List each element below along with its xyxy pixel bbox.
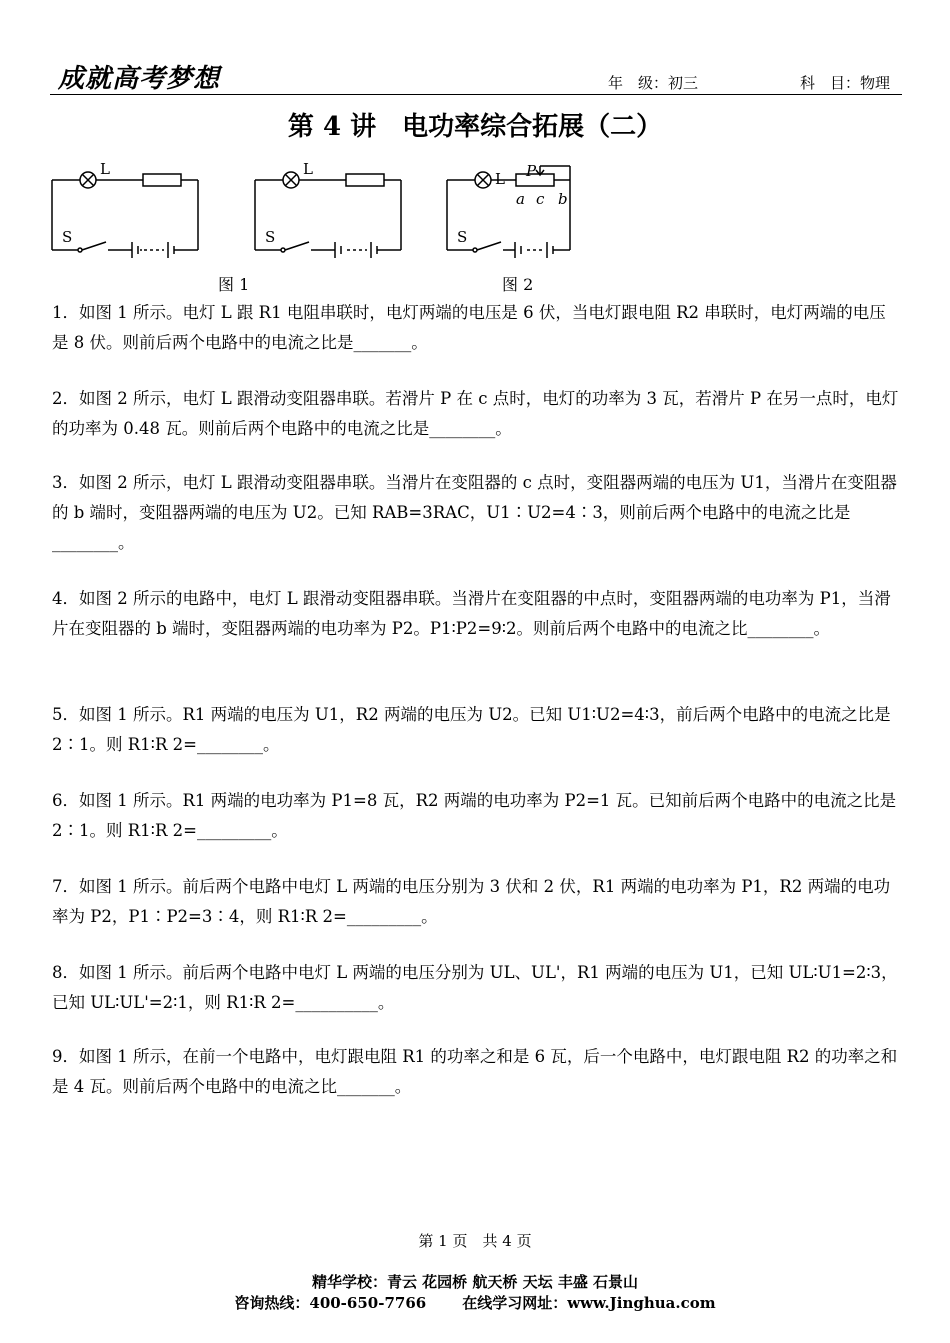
fig2-point-b: b — [558, 190, 568, 208]
question-6: 6．如图 1 所示。R1 两端的电功率为 P1=8 瓦，R2 两端的电功率为 P2=1 瓦。已知前后两个电路中的电流之比是 2∶1。则 R1∶R 2=_________。 — [52, 791, 897, 840]
fig2-lamp-label: L — [495, 170, 505, 188]
website-link[interactable]: 在线学习网址：www.Jinghua.com — [462, 1294, 716, 1312]
contact-line — [0, 1292, 950, 1313]
question-5: 5．如图 1 所示。R1 两端的电压为 U1，R2 两端的电压为 U2。已知 U1∶U2=4∶3，前后两个电路中的电流之比是 2∶1。则 R1∶R 2=________。 — [52, 705, 891, 754]
question-1: 1．如图 1 所示。电灯 L 跟 R1 电阻串联时，电灯两端的电压是 6 伏，当电灯跟电阻 R2 串联时，电灯两端的电压是 8 伏。则前后两个电路中的电流之比是_______。 — [52, 303, 886, 352]
circuit-figures — [40, 158, 600, 258]
question-8: 8．如图 1 所示。前后两个电路中电灯 L 两端的电压分别为 UL、UL'，R1 两端的电压为 U1，已知 UL∶U1=2∶3，已知 UL∶UL'=2∶1，则 R1∶R 2=__________。 — [52, 963, 898, 1012]
fig2-slider-label: P — [526, 162, 537, 180]
fig1-circuit-r2 — [255, 172, 401, 258]
question-2: 2．如图 2 所示，电灯 L 跟滑动变阻器串联。若滑片 P 在 c 点时，电灯的功率为 3 瓦，若滑片 P 在另一点时，电灯的功率为 0.48 瓦。则前后两个电路中的电流之比是________。 — [52, 389, 899, 438]
subject-label: 科 目：物理 — [800, 74, 891, 92]
fig1b-lamp-label: L — [303, 160, 313, 178]
fig1b-switch-label: S — [265, 228, 276, 246]
question-3: 3．如图 2 所示，电灯 L 跟滑动变阻器串联。当滑片在变阻器的 c 点时，变阻器两端的电压为 U1，当滑片在变阻器的 b 端时，变阻器两端的电压为 U2。已知 RAB=3RAC，U1∶U2=4∶3，则前后两个电路中的电流之比是________。 — [52, 473, 897, 552]
question-4: 4．如图 2 所示的电路中，电灯 L 跟滑动变阻器串联。当滑片在变阻器的中点时，变阻器两端的电功率为 P1，当滑片在变阻器的 b 端时，变阻器两端的电功率为 P2。P1∶P2=9∶2。则前后两个电路中的电流之比________。 — [52, 589, 891, 638]
school-list: 精华学校：青云 花园桥 航天桥 天坛 丰盛 石景山 — [311, 1273, 639, 1291]
figure-2-caption: 图 2 — [502, 275, 534, 294]
fig2-point-a: a — [516, 190, 525, 208]
figure-1-caption: 图 1 — [218, 275, 250, 294]
fig2-switch-label: S — [457, 228, 468, 246]
fig1-circuit-r1 — [52, 172, 198, 258]
lecture-title: 第 4 讲 电功率综合拓展（二） — [287, 112, 663, 142]
page-number: 第 1 页 共 4 页 — [418, 1232, 532, 1250]
question-7: 7．如图 1 所示。前后两个电路中电灯 L 两端的电压分别为 3 伏和 2 伏，R1 两端的电功率为 P1，R2 两端的电功率为 P2，P1∶P2=3∶4，则 R1∶R 2=_________。 — [52, 877, 891, 926]
hotline: 咨询热线：400-650-7766 — [234, 1294, 427, 1312]
fig1a-lamp-label: L — [100, 160, 110, 178]
fig1a-switch-label: S — [62, 228, 73, 246]
question-9: 9．如图 1 所示，在前一个电路中，电灯跟电阻 R1 的功率之和是 6 瓦，后一个电路中，电灯跟电阻 R2 的功率之和是 4 瓦。则前后两个电路中的电流之比_______。 — [52, 1047, 898, 1096]
header-divider — [50, 94, 902, 95]
grade-label: 年 级：初三 — [608, 74, 699, 92]
brand-logo: 成就高考梦想 — [58, 64, 221, 94]
fig2-point-c: c — [536, 190, 545, 208]
